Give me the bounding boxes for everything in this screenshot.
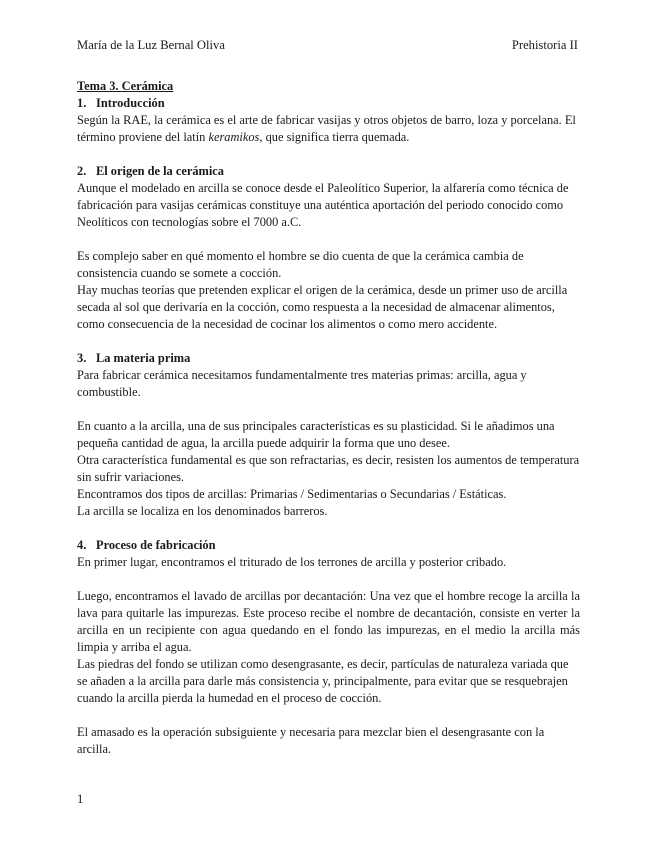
section-heading-introduccion xyxy=(77,95,580,112)
section-title: Proceso de fabricación xyxy=(96,538,216,552)
section-title: La materia prima xyxy=(96,351,191,365)
paragraph: Para fabricar cerámica necesitamos fundamentalmente tres materias primas: arcilla, agua y combustible. xyxy=(77,368,527,399)
document-title: Tema 3. Cerámica xyxy=(77,79,174,93)
section-number: 3. xyxy=(77,351,87,365)
page-header xyxy=(77,38,578,53)
section-heading-materia-prima xyxy=(77,350,580,367)
paragraph-text: que significa tierra quemada. xyxy=(262,130,410,144)
paragraph: Luego, encontramos el lavado de arcillas por decantación: Una vez que el hombre recoge la arcilla la lava para quitarle las impurezas. Este proceso recibe el nombre de decantación, consiste en verter la arcilla en un recipiente con agua quedando en el fondo las impurezas, en el medio la arcilla más limpia y arriba el agua. xyxy=(77,589,580,654)
section-number: 4. xyxy=(77,538,87,552)
section-title: Introducción xyxy=(96,96,165,110)
section-number: 2. xyxy=(77,164,87,178)
paragraph: La arcilla se localiza en los denominados barreros. xyxy=(77,504,328,518)
paragraph: Encontramos dos tipos de arcillas: Primarias / Sedimentarias o Secundarias / Estáticas. xyxy=(77,487,507,501)
section-heading-origen xyxy=(77,163,580,180)
paragraph: Hay muchas teorías que pretenden explicar el origen de la cerámica, desde un primer uso de arcilla secada al sol que derivaría en la cocción, como respuesta a la necesidad de almacenar alimentos, como consecuencia de la necesidad de cocinar los alimentos o como mero accidente. xyxy=(77,283,568,331)
paragraph: Otra característica fundamental es que son refractarias, es decir, resisten los aumentos de temperatura sin sufrir variaciones. xyxy=(77,453,580,484)
paragraph-text: Según la RAE, la cerámica es el arte de fabricar vasijas y otros objetos de barro, loza y porcelana. El término proviene del latín xyxy=(77,113,576,144)
paragraph: Aunque el modelado en arcilla se conoce desde el Paleolítico Superior, la alfarería como técnica de fabricación para vasijas cerámicas constituye una auténtica aportación del periodo conocido como Neolíticos con tecnologías sobre el 7000 a.C. xyxy=(77,181,569,229)
paragraph: En cuanto a la arcilla, una de sus principales características es su plasticidad. Si le añadimos una pequeña cantidad de agua, la arcilla puede adquirir la forma que uno desee. xyxy=(77,419,555,450)
paragraph xyxy=(77,112,580,146)
latin-term: keramikos, xyxy=(208,130,263,144)
paragraph: En primer lugar, encontramos el triturado de los terrones de arcilla y posterior cribado. xyxy=(77,555,507,569)
paragraph: El amasado es la operación subsiguiente y necesaria para mezclar bien el desengrasante con la arcilla. xyxy=(77,725,545,756)
paragraph: Es complejo saber en qué momento el hombre se dio cuenta de que la cerámica cambia de consistencia cuando se somete a cocción. xyxy=(77,249,524,280)
section-title: El origen de la cerámica xyxy=(96,164,225,178)
header-course: Prehistoria II xyxy=(511,38,578,52)
section-number: 1. xyxy=(77,96,87,110)
page-number: 1 xyxy=(77,792,84,806)
header-author: María de la Luz Bernal Oliva xyxy=(77,38,225,52)
document-body xyxy=(77,78,580,758)
section-heading-proceso xyxy=(77,537,580,554)
paragraph: Las piedras del fondo se utilizan como desengrasante, es decir, partículas de naturaleza variada que se añaden a la arcilla para darle más consistencia y, principalmente, para evitar que se resquebrajen cuando la arcilla pierda la humedad en el proceso de cocción. xyxy=(77,657,569,705)
